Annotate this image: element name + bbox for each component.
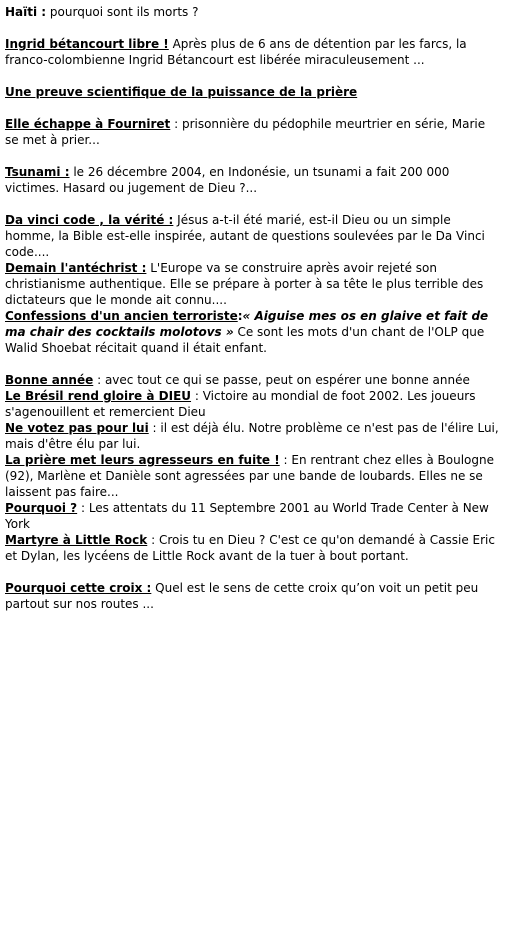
entry-separator: : xyxy=(237,309,243,323)
entry-summary: Après plus de 6 ans de détention par les farcs, la franco-colombienne Ingrid Bétancourt est libérée miraculeusement ... xyxy=(5,37,467,67)
entry-link-croix[interactable]: Pourquoi cette croix : xyxy=(5,581,152,595)
entry-link-preuve-priere[interactable]: Une preuve scientifique de la puissance de la prière xyxy=(5,85,358,99)
entry-fourniret xyxy=(5,116,500,148)
entry-link-little-rock[interactable]: Martyre à Little Rock xyxy=(5,533,148,547)
entry-link-ne-votez-pas[interactable]: Ne votez pas pour lui xyxy=(5,421,149,435)
entry-summary: : Crois tu en Dieu ? C'est ce qu'on demandé à Cassie Eric et Dylan, les lycéens de Little Rock avant de la tuer à bout portant. xyxy=(5,533,495,563)
entry-pourquoi xyxy=(5,500,500,532)
entry-summary: : il est déjà élu. Notre problème ce n'est pas de l'élire Lui, mais d'être élu par lui. xyxy=(5,421,499,451)
entry-betancourt xyxy=(5,36,500,68)
entry-link-bresil[interactable]: Le Brésil rend gloire à DIEU xyxy=(5,389,192,403)
entry-link-da-vinci[interactable]: Da vinci code , la vérité : xyxy=(5,213,174,227)
entry-haiti xyxy=(5,4,500,20)
entry-link-antechrist[interactable]: Demain l'antéchrist : xyxy=(5,261,147,275)
entry-summary: Quel est le sens de cette croix qu’on voit un petit peu partout sur nos routes ... xyxy=(5,581,479,611)
entry-agresseurs xyxy=(5,452,500,500)
entry-da-vinci xyxy=(5,212,500,260)
entry-little-rock xyxy=(5,532,500,564)
entry-summary: L'Europe va se construire après avoir rejeté son christianisme authentique. Elle se prépare à porter à sa tête le plus terrible des dictateurs que le monde ait connu.... xyxy=(5,261,484,307)
entry-link-tsunami[interactable]: Tsunami : xyxy=(5,165,70,179)
entry-summary: Ce sont les mots d'un chant de l'OLP que Walid Shoebat récitait quand il était enfant. xyxy=(5,325,485,355)
entry-link-agresseurs[interactable]: La prière met leurs agresseurs en fuite ! xyxy=(5,453,280,467)
entry-summary: Jésus a-t-il été marié, est-il Dieu ou un simple homme, la Bible est-elle inspirée, autant de questions soulevées par le Da Vinci code.... xyxy=(5,213,485,259)
entry-summary: : prisonnière du pédophile meurtrier en série, Marie se met à prier... xyxy=(5,117,486,147)
entry-link-fourniret[interactable]: Elle échappe à Fourniret xyxy=(5,117,171,131)
entry-bresil xyxy=(5,388,500,420)
entry-summary: : Les attentats du 11 Septembre 2001 au World Trade Center à New York xyxy=(5,501,489,531)
entry-antechrist xyxy=(5,260,500,308)
entry-link-bonne-annee[interactable]: Bonne année xyxy=(5,373,94,387)
entry-confessions xyxy=(5,308,500,356)
entry-link-haiti[interactable]: Haïti : xyxy=(5,5,47,19)
entry-ne-votez-pas xyxy=(5,420,500,452)
entry-preuve-priere xyxy=(5,84,500,100)
entry-bonne-annee xyxy=(5,372,500,388)
entry-summary: : Victoire au mondial de foot 2002. Les joueurs s'agenouillent et remercient Dieu xyxy=(5,389,476,419)
entry-croix xyxy=(5,580,500,612)
entry-summary: le 26 décembre 2004, en Indonésie, un tsunami a fait 200 000 victimes. Hasard ou jugement de Dieu ?... xyxy=(5,165,450,195)
entry-link-confessions[interactable]: Confessions d'un ancien terroriste xyxy=(5,309,238,323)
entry-link-pourquoi[interactable]: Pourquoi ? xyxy=(5,501,78,515)
entry-summary: pourquoi sont ils morts ? xyxy=(46,5,199,19)
entry-link-betancourt[interactable]: Ingrid bétancourt libre ! xyxy=(5,37,169,51)
entry-quote: « Aiguise mes os en glaive et fait de ma chair des cocktails molotovs » xyxy=(5,309,489,339)
entry-summary: : avec tout ce qui se passe, peut on espérer une bonne année xyxy=(93,373,470,387)
entry-summary: : En rentrant chez elles à Boulogne (92), Marlène et Danièle sont agressées par une bande de loubards. Elles ne se laissent pas faire... xyxy=(5,453,494,499)
entry-tsunami xyxy=(5,164,500,196)
